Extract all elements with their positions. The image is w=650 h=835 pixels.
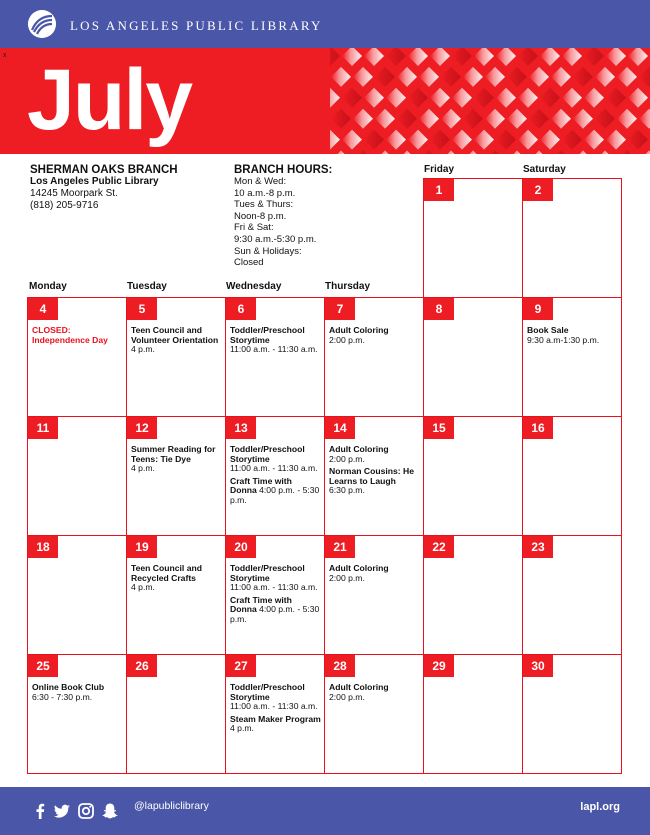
event-list [32, 326, 123, 348]
diamond-shape [551, 67, 571, 87]
diamond-shape [617, 67, 637, 87]
diamond-shape [562, 130, 582, 150]
diamond-shape [474, 48, 494, 66]
library-logo-icon [28, 10, 56, 38]
day-number: 15 [424, 417, 454, 439]
diamond-shape [430, 88, 450, 108]
event-time: 9:30 a.m-1:30 p.m. [527, 334, 600, 345]
event-time: 4 p.m. [131, 344, 155, 355]
diamond-shape [441, 151, 461, 155]
day-number: 27 [226, 655, 256, 677]
social-handle[interactable]: @lapubliclibrary [134, 800, 209, 812]
event-time: 4:00 p.m. - 5:30 p.m. [230, 485, 320, 505]
day-number: 6 [226, 298, 256, 320]
calendar-day-cell [324, 416, 424, 536]
event-title: Craft Time with Donna [230, 594, 292, 615]
calendar-day-cell [423, 654, 523, 774]
event-item [230, 715, 321, 734]
event-list [32, 683, 123, 705]
hours-line: Tues & Thurs: [234, 199, 294, 211]
diamond-shape [452, 130, 472, 150]
diamond-shape [617, 109, 637, 129]
diamond-shape [353, 109, 373, 129]
day-number: 20 [226, 536, 256, 558]
calendar-day-cell [225, 416, 325, 536]
calendar-day-cell [27, 297, 127, 417]
day-number: 26 [127, 655, 157, 677]
event-time: 11:00 a.m. - 11:30 a.m. [230, 344, 318, 355]
calendar-day-cell [27, 416, 127, 536]
event-item [230, 326, 321, 355]
event-item [329, 683, 420, 702]
event-time: 2:00 p.m. [329, 691, 365, 702]
diamond-shape [496, 88, 516, 108]
event-item [230, 596, 321, 625]
diamond-shape [353, 151, 373, 155]
top-bar [0, 0, 650, 48]
diamond-shape [639, 151, 650, 155]
diamond-shape [540, 48, 560, 66]
event-item [32, 683, 123, 702]
diamond-shape [584, 130, 604, 150]
event-item [131, 326, 222, 355]
diamond-shape [496, 48, 516, 66]
diamond-shape [375, 109, 395, 129]
snapchat-icon[interactable] [100, 801, 120, 821]
diamond-pattern [330, 48, 650, 154]
diamond-shape [408, 88, 428, 108]
calendar-day-cell [522, 178, 622, 298]
event-title: Craft Time with Donna [230, 475, 292, 496]
event-time: 11:00 a.m. - 11:30 a.m. [230, 582, 318, 593]
diamond-shape [540, 88, 560, 108]
calendar-day-cell [423, 178, 523, 298]
event-title: Adult Coloring [329, 563, 389, 573]
event-time: 2:00 p.m. [329, 572, 365, 583]
event-time: 6:30 p.m. [329, 485, 365, 496]
calendar-day-cell [423, 535, 523, 655]
branch-address: 14245 Moorpark St. [30, 188, 118, 199]
diamond-shape [386, 130, 406, 150]
day-number: 28 [325, 655, 355, 677]
diamond-shape [331, 67, 351, 87]
diamond-shape [573, 67, 593, 87]
day-number: 8 [424, 298, 454, 320]
event-time: 4 p.m. [230, 723, 254, 734]
event-title: Toddler/Preschool Storytime [230, 563, 305, 583]
hours-line: Fri & Sat: [234, 222, 274, 234]
diamond-shape [342, 88, 362, 108]
event-item [131, 445, 222, 474]
calendar-day-cell [27, 654, 127, 774]
diamond-shape [595, 151, 615, 155]
event-list [329, 564, 420, 586]
hours-title: BRANCH HOURS: [234, 164, 333, 176]
event-title: Adult Coloring [329, 682, 389, 692]
banner-mark: x [3, 52, 7, 59]
diamond-shape [331, 109, 351, 129]
diamond-shape [463, 67, 483, 87]
diamond-shape [397, 67, 417, 87]
diamond-shape [430, 48, 450, 66]
day-header-tuesday: Tuesday [127, 281, 167, 292]
diamond-shape [507, 151, 527, 155]
event-title: Toddler/Preschool Storytime [230, 325, 305, 345]
day-number: 29 [424, 655, 454, 677]
event-item [230, 445, 321, 474]
event-title: Adult Coloring [329, 444, 389, 454]
diamond-shape [430, 130, 450, 150]
event-item [32, 326, 123, 345]
instagram-icon[interactable] [76, 801, 96, 821]
footer-bar [0, 787, 650, 835]
diamond-shape [474, 130, 494, 150]
diamond-shape [529, 67, 549, 87]
month-banner [0, 48, 650, 154]
event-time: 11:00 a.m. - 11:30 a.m. [230, 463, 318, 474]
diamond-shape [628, 130, 648, 150]
day-number: 19 [127, 536, 157, 558]
diamond-shape [452, 48, 472, 66]
diamond-shape [397, 151, 417, 155]
event-item [329, 326, 420, 345]
event-title: Toddler/Preschool Storytime [230, 444, 305, 464]
diamond-shape [353, 67, 373, 87]
diamond-shape [518, 88, 538, 108]
calendar-day-cell [423, 416, 523, 536]
day-number: 18 [28, 536, 58, 558]
hours-line: 10 a.m.-8 p.m. [234, 187, 296, 199]
month-title: July [27, 52, 192, 148]
diamond-shape [518, 48, 538, 66]
branch-name: SHERMAN OAKS BRANCH [30, 164, 178, 176]
event-list [131, 445, 222, 477]
diamond-shape [573, 109, 593, 129]
calendar-day-cell [126, 416, 226, 536]
diamond-shape [496, 130, 516, 150]
event-time: 2:00 p.m. [329, 334, 365, 345]
day-number: 13 [226, 417, 256, 439]
diamond-shape [386, 88, 406, 108]
diamond-shape [562, 88, 582, 108]
diamond-shape [639, 67, 650, 87]
branch-info [30, 164, 178, 212]
event-title: Teen Council and Volunteer Orientation [131, 325, 219, 345]
event-time: 2:00 p.m. [329, 453, 365, 464]
diamond-shape [551, 151, 571, 155]
day-number: 11 [28, 417, 58, 439]
day-header-friday: Friday [424, 164, 455, 175]
branch-library: Los Angeles Public Library [30, 176, 159, 187]
day-number: 7 [325, 298, 355, 320]
calendar-day-cell [324, 297, 424, 417]
calendar-day-cell [423, 297, 523, 417]
diamond-shape [408, 48, 428, 66]
day-number: 4 [28, 298, 58, 320]
event-list [230, 564, 321, 628]
event-item [329, 445, 420, 464]
diamond-shape [595, 67, 615, 87]
event-time: 11:00 a.m. - 11:30 a.m. [230, 701, 318, 712]
diamond-shape [364, 48, 384, 66]
diamond-shape [386, 48, 406, 66]
diamond-shape [375, 151, 395, 155]
twitter-icon[interactable] [52, 801, 72, 821]
diamond-shape [463, 109, 483, 129]
diamond-shape [441, 67, 461, 87]
diamond-shape [330, 88, 340, 108]
calendar-day-cell [225, 297, 325, 417]
diamond-shape [342, 48, 362, 66]
day-header-thursday: Thursday [325, 281, 371, 292]
hours-line: Closed [234, 257, 264, 269]
branch-phone: (818) 205-9716 [30, 200, 99, 211]
day-number: 21 [325, 536, 355, 558]
event-item [230, 564, 321, 593]
diamond-shape [584, 88, 604, 108]
event-title: Summer Reading for Teens: Tie Dye [131, 444, 216, 464]
diamond-shape [408, 130, 428, 150]
diamond-shape [617, 151, 637, 155]
diamond-shape [562, 48, 582, 66]
event-list [230, 683, 321, 737]
day-number: 9 [523, 298, 553, 320]
event-list [230, 445, 321, 509]
event-item [329, 564, 420, 583]
diamond-shape [485, 109, 505, 129]
day-number: 2 [523, 179, 553, 201]
event-list [131, 564, 222, 596]
diamond-shape [529, 151, 549, 155]
calendar-day-cell [126, 297, 226, 417]
diamond-shape [573, 151, 593, 155]
diamond-shape [606, 88, 626, 108]
diamond-shape [364, 88, 384, 108]
day-number: 23 [523, 536, 553, 558]
diamond-shape [452, 88, 472, 108]
diamond-shape [628, 48, 648, 66]
event-list [527, 326, 618, 348]
day-number: 14 [325, 417, 355, 439]
event-time: 4 p.m. [131, 463, 155, 474]
diamond-shape [485, 67, 505, 87]
event-list [131, 326, 222, 358]
diamond-shape [529, 109, 549, 129]
calendar-day-cell [522, 654, 622, 774]
hours-line: Sun & Holidays: [234, 245, 302, 257]
diamond-shape [507, 109, 527, 129]
event-time: 4 p.m. [131, 582, 155, 593]
calendar-day-cell [126, 535, 226, 655]
calendar-day-cell [522, 535, 622, 655]
diamond-shape [540, 130, 560, 150]
event-list [230, 326, 321, 358]
event-time: 6:30 - 7:30 p.m. [32, 691, 93, 702]
event-title: Book Sale [527, 325, 569, 335]
day-number: 12 [127, 417, 157, 439]
diamond-shape [628, 88, 648, 108]
hours-line: 9:30 a.m.-5:30 p.m. [234, 233, 317, 245]
diamond-shape [463, 151, 483, 155]
event-list [329, 683, 420, 705]
facebook-icon[interactable] [30, 801, 50, 821]
diamond-shape [606, 130, 626, 150]
hours-line: Mon & Wed: [234, 176, 287, 187]
calendar-day-cell [324, 654, 424, 774]
diamond-shape [397, 109, 417, 129]
diamond-shape [441, 109, 461, 129]
day-number: 1 [424, 179, 454, 201]
event-title: Steam Maker Program [230, 713, 321, 724]
branch-hours [234, 164, 332, 269]
event-item [329, 467, 420, 496]
calendar-day-cell [225, 535, 325, 655]
calendar-day-cell [225, 654, 325, 774]
diamond-shape [584, 48, 604, 66]
diamond-shape [375, 67, 395, 87]
day-number: 22 [424, 536, 454, 558]
diamond-shape [639, 109, 650, 129]
diamond-shape [474, 88, 494, 108]
event-title: Norman Cousins: He Learns to Laugh [329, 466, 414, 486]
day-header-monday: Monday [29, 281, 67, 292]
diamond-shape [507, 67, 527, 87]
day-number: 30 [523, 655, 553, 677]
diamond-shape [419, 151, 439, 155]
diamond-shape [331, 151, 351, 155]
event-list [329, 445, 420, 499]
diamond-shape [606, 48, 626, 66]
event-title: Adult Coloring [329, 325, 389, 335]
calendar-day-cell [126, 654, 226, 774]
website-link[interactable]: lapl.org [580, 801, 620, 813]
diamond-shape [330, 130, 340, 150]
event-item [230, 477, 321, 506]
calendar-day-cell [522, 297, 622, 417]
event-item [527, 326, 618, 345]
day-header-wednesday: Wednesday [226, 281, 282, 292]
diamond-shape [551, 109, 571, 129]
diamond-shape [419, 109, 439, 129]
event-list [329, 326, 420, 348]
calendar-day-cell [522, 416, 622, 536]
diamond-shape [419, 67, 439, 87]
day-header-saturday: Saturday [523, 164, 566, 175]
diamond-shape [485, 151, 505, 155]
event-title: Teen Council and Recycled Crafts [131, 563, 202, 583]
calendar-day-cell [324, 535, 424, 655]
event-item [230, 683, 321, 712]
event-title: CLOSED: Independence Day [32, 325, 108, 345]
diamond-shape [330, 48, 340, 66]
calendar-day-cell [27, 535, 127, 655]
diamond-shape [342, 130, 362, 150]
event-time: 4:00 p.m. - 5:30 p.m. [230, 604, 320, 624]
library-name: LOS ANGELES PUBLIC LIBRARY [70, 18, 323, 33]
hours-line: Noon-8 p.m. [234, 210, 287, 222]
day-number: 5 [127, 298, 157, 320]
event-item [131, 564, 222, 593]
event-title: Online Book Club [32, 682, 105, 692]
diamond-shape [364, 130, 384, 150]
day-number: 16 [523, 417, 553, 439]
diamond-shape [518, 130, 538, 150]
day-number: 25 [28, 655, 58, 677]
diamond-shape [595, 109, 615, 129]
event-title: Toddler/Preschool Storytime [230, 682, 305, 702]
